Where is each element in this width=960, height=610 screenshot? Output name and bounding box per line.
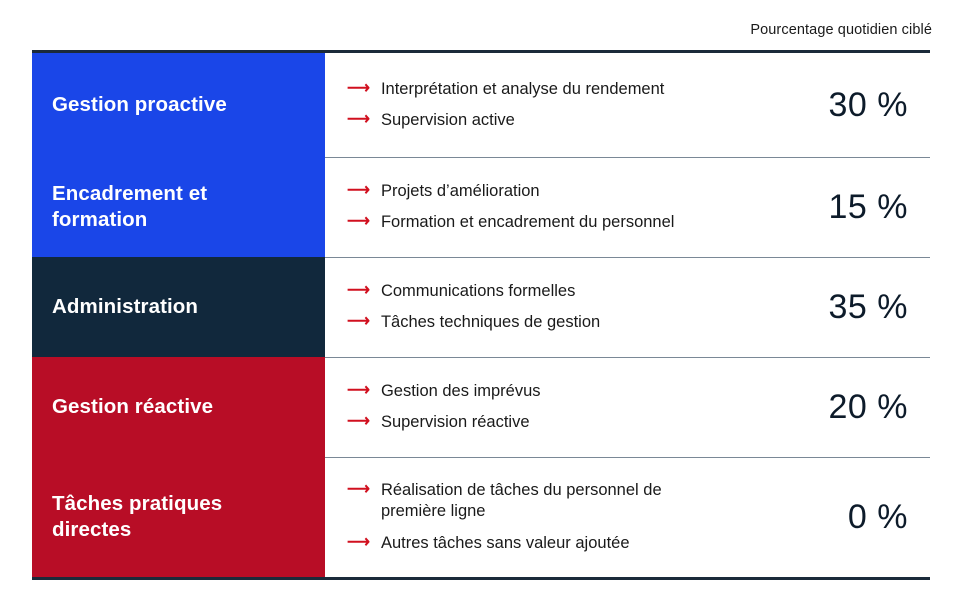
list-item — [347, 412, 768, 433]
category-label: Tâches pratiques directes — [52, 492, 223, 541]
list-item-label: Supervision réactive — [380, 413, 530, 431]
arrow-right-icon: ⟶ — [347, 181, 370, 199]
percent-value: 0 % — [847, 497, 908, 536]
percent-value: 35 % — [828, 287, 908, 326]
arrow-right-icon: ⟶ — [347, 213, 370, 230]
row-body — [325, 357, 930, 457]
list-item — [347, 212, 768, 233]
row-body — [325, 53, 930, 157]
list-item — [347, 79, 768, 100]
arrow-right-icon: ⟶ — [347, 281, 370, 299]
row-body — [325, 157, 930, 257]
arrow-right-icon: ⟶ — [347, 381, 370, 399]
arrow-right-icon: ⟶ — [347, 111, 370, 128]
category-cell — [32, 257, 325, 357]
list-item — [347, 181, 768, 202]
percent-value: 30 % — [828, 85, 908, 124]
list-item-label: Projets d’amélioration — [380, 181, 540, 200]
table-row — [32, 357, 930, 457]
table-row — [32, 257, 930, 357]
activity-distribution-table — [32, 50, 930, 580]
table-row — [32, 53, 930, 157]
list-item-label: Formation et encadrement du personnel — [380, 213, 675, 231]
list-item — [347, 312, 768, 333]
list-item — [347, 533, 768, 554]
category-label: Encadrement et formation — [52, 182, 208, 231]
category-cell — [32, 53, 325, 157]
list-item-label: Réalisation de tâches du personnel de première ligne — [380, 480, 662, 521]
bullet-list — [347, 181, 780, 234]
list-item — [347, 381, 768, 402]
percent-value: 20 % — [828, 387, 908, 426]
bullet-list — [347, 281, 780, 334]
table-row — [32, 457, 930, 577]
list-item-label: Communications formelles — [380, 281, 576, 300]
list-item — [347, 281, 768, 302]
category-cell — [32, 357, 325, 457]
row-body — [325, 257, 930, 357]
list-item-label: Gestion des imprévus — [380, 381, 541, 400]
list-item — [347, 110, 768, 131]
list-item-label: Autres tâches sans valeur ajoutée — [380, 533, 630, 552]
arrow-right-icon: ⟶ — [347, 79, 370, 97]
category-label: Gestion réactive — [52, 395, 214, 419]
list-item — [347, 480, 768, 523]
arrow-right-icon: ⟶ — [347, 480, 370, 498]
percent-value: 15 % — [828, 187, 908, 226]
row-body — [325, 457, 930, 577]
legend-label: Pourcentage quotidien ciblé — [750, 22, 932, 38]
table-row — [32, 157, 930, 257]
list-item-label: Interprétation et analyse du rendement — [380, 79, 665, 98]
category-cell — [32, 457, 325, 577]
category-cell — [32, 157, 325, 257]
category-label: Gestion proactive — [52, 93, 227, 117]
arrow-right-icon: ⟶ — [347, 533, 370, 551]
arrow-right-icon: ⟶ — [347, 413, 370, 430]
arrow-right-icon: ⟶ — [347, 313, 370, 330]
bullet-list — [347, 79, 780, 132]
bullet-list — [347, 480, 780, 554]
category-label: Administration — [52, 295, 199, 319]
list-item-label: Supervision active — [380, 111, 515, 129]
bullet-list — [347, 381, 780, 434]
list-item-label: Tâches techniques de gestion — [380, 313, 601, 331]
